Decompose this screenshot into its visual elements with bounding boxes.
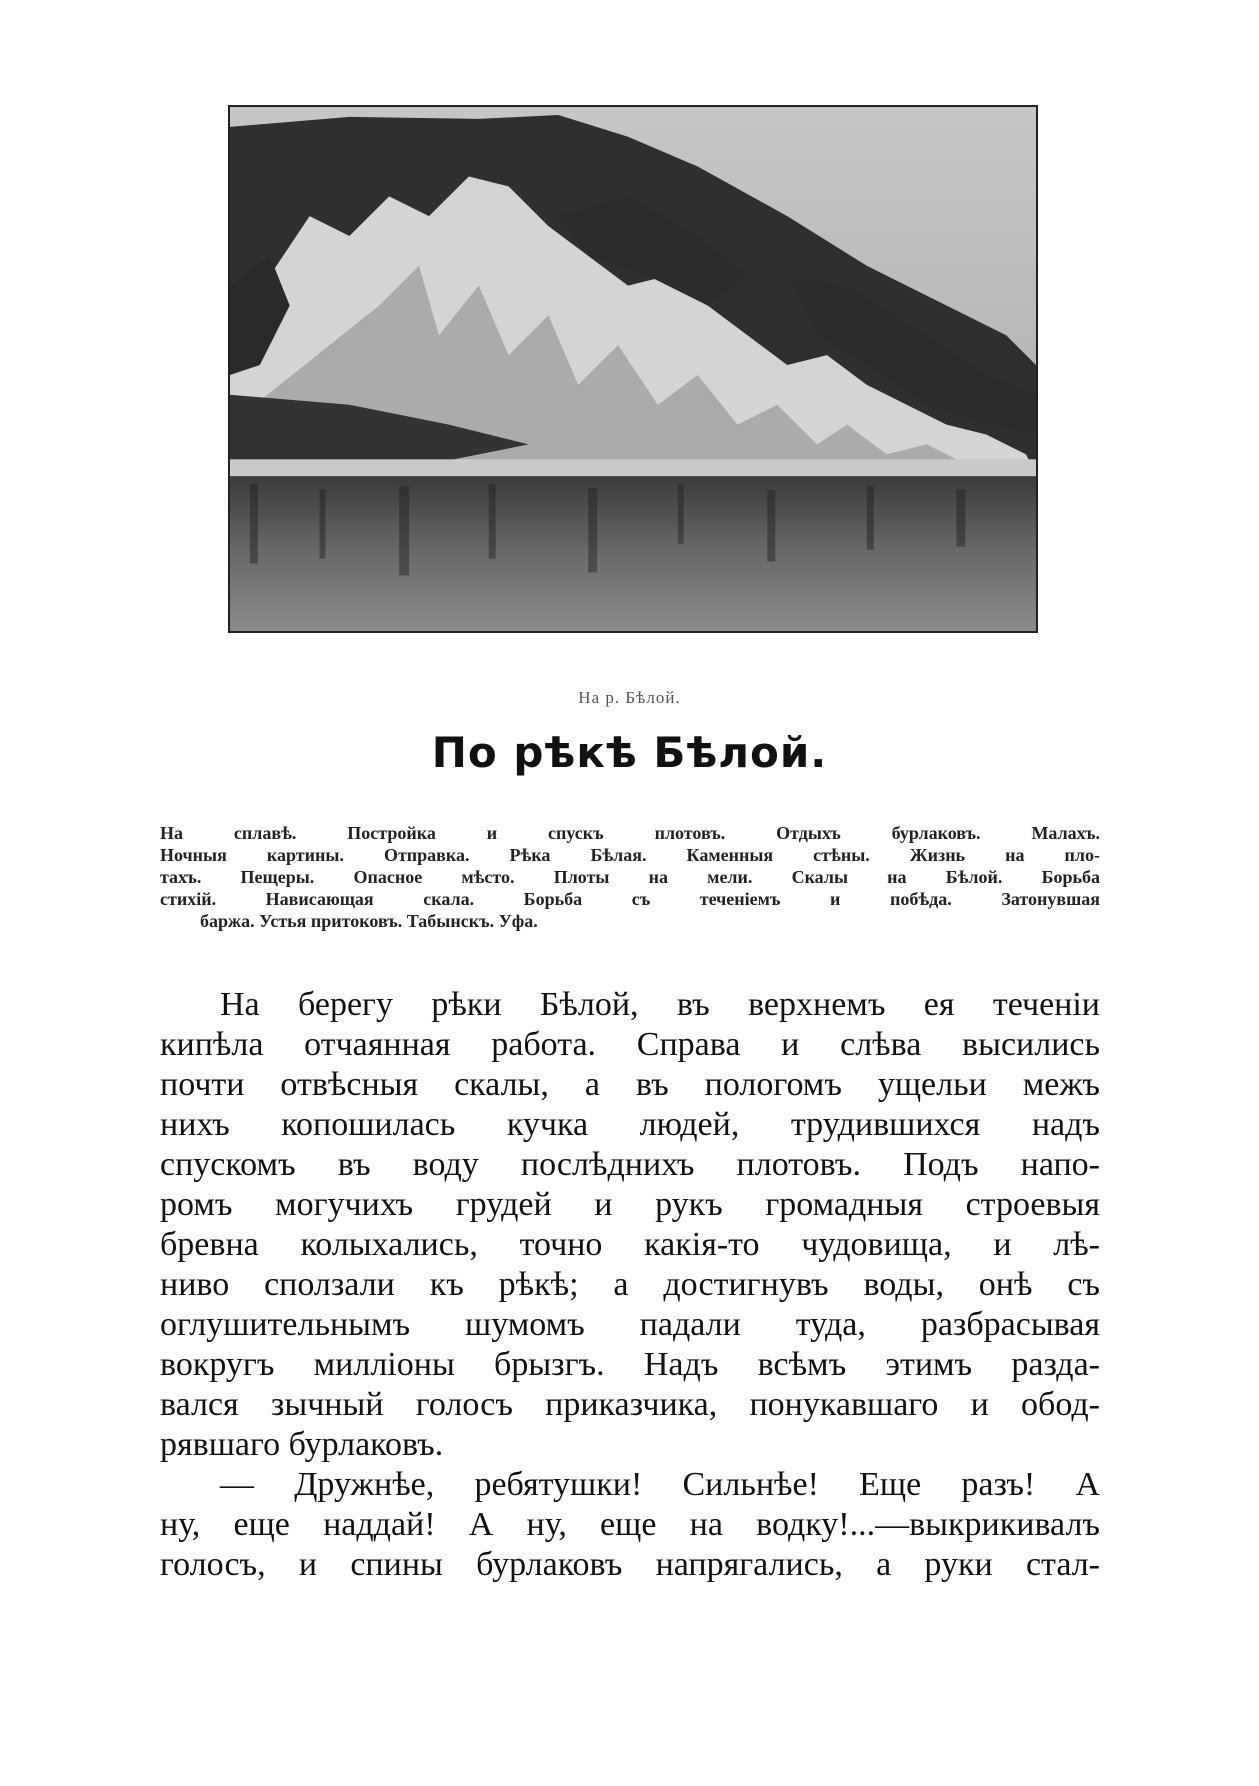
chapter-title: По рѣкѣ Бѣлой. [431, 728, 828, 777]
body-line: ниво сползали къ рѣкѣ; а достигнувъ воды, онѣ съ [160, 1266, 1100, 1303]
body-line: голосъ, и спины бурлаковъ напрягались, а руки стал- [160, 1546, 1100, 1583]
body-line: спускомъ въ воду послѣднихъ плотовъ. Подъ напо- [160, 1146, 1100, 1183]
body-line: вался зычный голосъ приказчика, понукавшаго и обод- [160, 1386, 1100, 1423]
body-line: ну, еще наддай! А ну, еще на водку!...—выкрикивалъ [160, 1506, 1100, 1543]
summary-line: Ночныя картины. Отправка. Рѣка Бѣлая. Каменныя стѣны. Жизнь на пло- [160, 845, 1100, 865]
body-line: — Дружнѣе, ребятушки! Сильнѣе! Еще разъ! А [220, 1466, 1100, 1503]
water [230, 476, 1036, 631]
body-line: бревна колыхались, точно какія-то чудовища, и лѣ- [160, 1226, 1100, 1263]
chapter-summary [160, 822, 1100, 932]
river-cliff-photo [228, 105, 1038, 633]
summary-line: стихій. Нависающая скала. Борьба съ теченіемъ и побѣда. Затонувшая [160, 889, 1100, 909]
landscape-photo-icon [230, 107, 1036, 631]
body-line: вокругъ милліоны брызгъ. Надъ всѣмъ этимъ разда- [160, 1346, 1100, 1383]
body-line: рявшаго бурлаковъ. [160, 1426, 444, 1463]
body-line: нихъ копошилась кучка людей, трудившихся надъ [160, 1106, 1100, 1143]
body-line: оглушительнымъ шумомъ падали туда, разбрасывая [160, 1306, 1100, 1343]
body-line: На берегу рѣки Бѣлой, въ верхнемъ ея теченіи [220, 986, 1100, 1023]
body-line: почти отвѣсныя скалы, а въ пологомъ ущельи межъ [160, 1066, 1100, 1103]
photo-caption: На р. Бѣлой. [578, 688, 681, 707]
summary-line: тахъ. Пещеры. Опасное мѣсто. Плоты на мели. Скалы на Бѣлой. Борьба [160, 867, 1100, 887]
body-line: кипѣла отчаянная работа. Справа и слѣва высились [160, 1026, 1100, 1063]
body-line: ромъ могучихъ грудей и рукъ громадныя строевыя [160, 1186, 1100, 1223]
summary-line: баржа. Устья притоковъ. Табынскъ. Уфа. [200, 911, 538, 931]
summary-line: На сплавѣ. Постройка и спускъ плотовъ. Отдыхъ бурлаковъ. Малахъ. [160, 823, 1100, 843]
body-text [160, 985, 1100, 1585]
